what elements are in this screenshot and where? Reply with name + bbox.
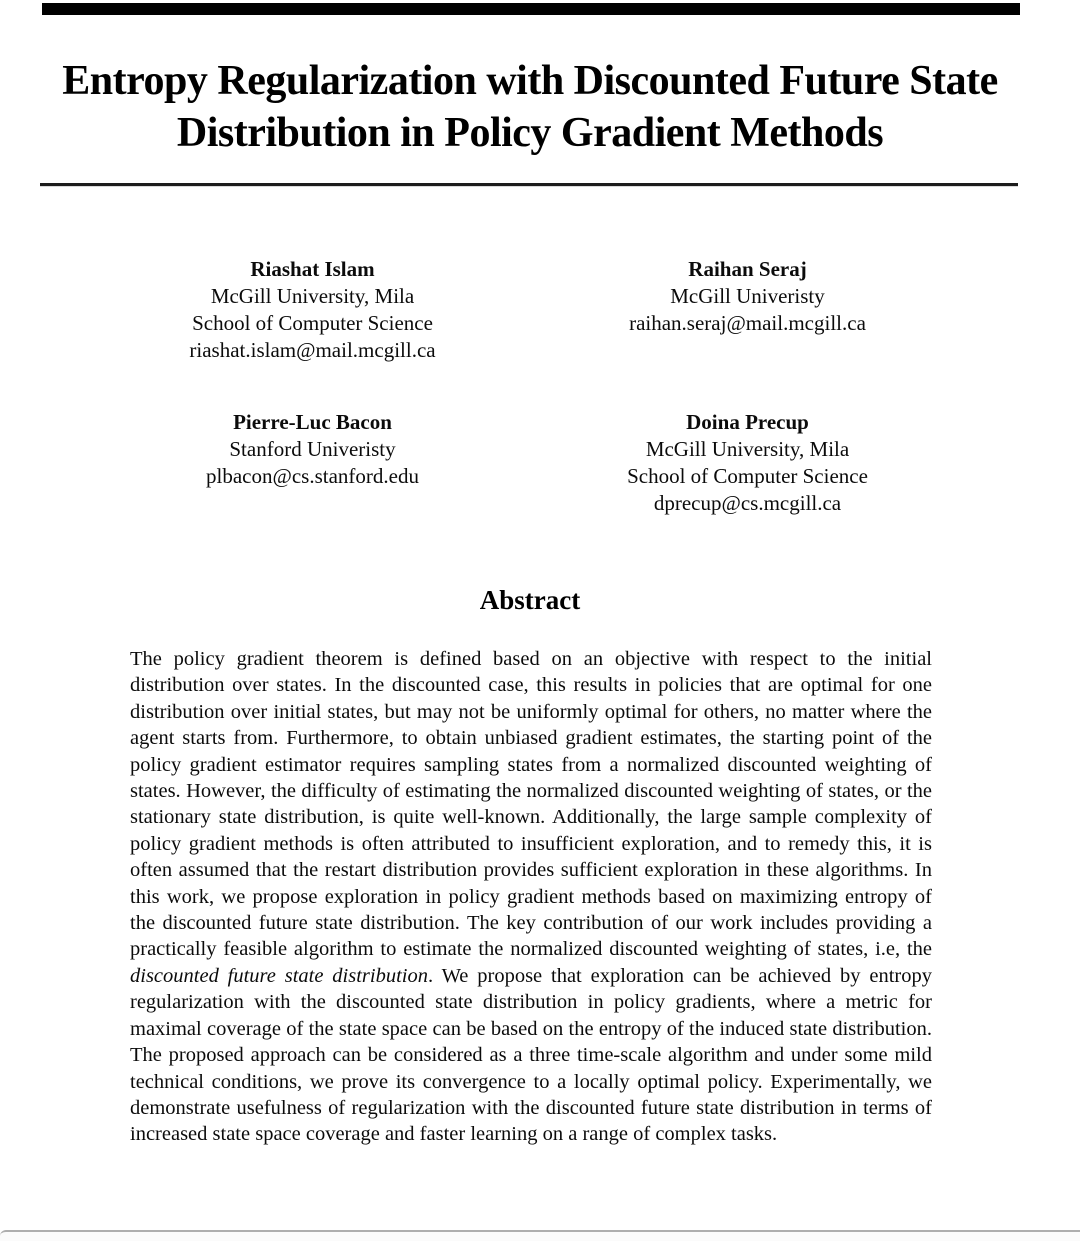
paper-page <box>0 3 1060 1148</box>
author-affiliation: McGill University, Mila <box>645 437 850 461</box>
author-block-raihan-seraj <box>530 256 965 364</box>
abstract-italic-phrase: discounted future state distribution <box>130 964 428 987</box>
page-title <box>0 55 1060 159</box>
top-divider-bar <box>42 3 1020 15</box>
abstract-heading: Abstract <box>479 585 581 615</box>
author-email: plbacon@cs.stanford.edu <box>206 464 419 488</box>
authors-section <box>95 256 1060 517</box>
author-affiliation: School of Computer Science <box>627 464 868 488</box>
title-rule-divider <box>40 183 1018 186</box>
page-title-line1: Entropy Regularization with Discounted Future State <box>62 58 998 104</box>
author-affiliation: McGill University, Mila <box>210 284 415 308</box>
abstract-text-after: . We propose that exploration can be achieved by entropy regularization with the discounted state distribution in policy gradients, where a metric for maximal coverage of the state space can be based on the entropy of the induced state distribution. The proposed approach can be considered as a three time-scale algorithm and under some mild technical conditions, we prove its convergence to a locally optimal policy. Experimentally, we demonstrate usefulness of regularization with the discounted future state distribution in terms of increased state space coverage and faster learning on a range of complex tasks. <box>130 964 932 1146</box>
author-block-pierre-luc-bacon <box>95 409 530 517</box>
author-name: Doina Precup <box>686 410 809 434</box>
author-name: Riashat Islam <box>250 257 375 281</box>
page-title-line2: Distribution in Policy Gradient Methods <box>176 110 884 156</box>
author-affiliation: School of Computer Science <box>192 311 433 335</box>
author-email: dprecup@cs.mcgill.ca <box>653 491 842 515</box>
abstract-text <box>130 646 932 1148</box>
author-block-riashat-islam <box>95 256 530 364</box>
author-affiliation: Stanford Univeristy <box>229 437 396 461</box>
author-block-doina-precup <box>530 409 965 517</box>
abstract-text-before: The policy gradient theorem is defined based on an objective with respect to the initial distribution over states. In the discounted case, this results in policies that are optimal for one distribution over initial states, but may not be uniformly optimal for others, no matter where the agent starts from. Furthermore, to obtain unbiased gradient estimates, the starting point of the policy gradient estimator requires sampling states from a normalized discounted weighting of states. However, the difficulty of estimating the normalized discounted weighting of states, or the stationary state distribution, is quite well-known. Additionally, the large sample complexity of policy gradient methods is often attributed to insufficient exploration, and to remedy this, it is often assumed that the restart distribution provides sufficient exploration in these algorithms. In this work, we propose exploration in policy gradient methods based on maximizing entropy of the discounted future state distribution. The key contribution of our work includes providing a practically feasible algorithm to estimate the normalized discounted weighting of states, i.e, the <box>130 648 932 961</box>
author-name: Raihan Seraj <box>688 257 807 281</box>
author-name: Pierre-Luc Bacon <box>233 410 392 434</box>
author-affiliation: McGill Univeristy <box>670 284 825 308</box>
author-email: riashat.islam@mail.mcgill.ca <box>189 338 436 362</box>
author-email: raihan.seraj@mail.mcgill.ca <box>629 311 866 335</box>
